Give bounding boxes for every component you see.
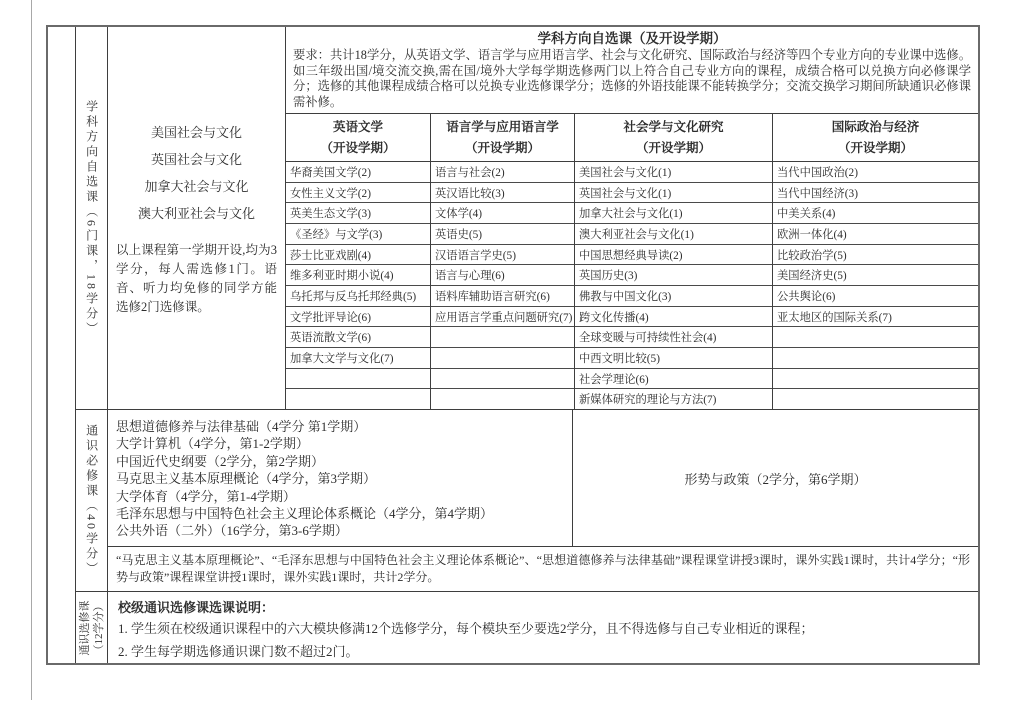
course-cell: 英国社会与文化(1) bbox=[575, 183, 772, 204]
side-label-gened-elective bbox=[78, 600, 106, 655]
gened-course-line: 大学计算机（4学分，第1-2学期） bbox=[116, 436, 309, 452]
side-label-gened-required: 通识必修课（40学分） bbox=[84, 424, 99, 577]
side-label-gened-elective-line2: （12学分） bbox=[92, 600, 105, 655]
column-header-cell bbox=[431, 114, 575, 161]
footnote-row bbox=[108, 547, 978, 592]
column-header-cell bbox=[773, 114, 978, 161]
column-header-name: 国际政治与经济 bbox=[831, 119, 920, 134]
course-cell bbox=[431, 369, 574, 390]
side-label-gened-elective-line1: 通识选修课 bbox=[78, 600, 91, 655]
category-course-line: 英国社会与文化 bbox=[150, 152, 242, 167]
category-course-line: 美国社会与文化 bbox=[150, 125, 242, 140]
course-cell bbox=[431, 327, 574, 348]
course-cell: 女性主义文学(2) bbox=[286, 183, 430, 204]
table-content bbox=[108, 27, 978, 663]
column-header-cell bbox=[286, 114, 431, 161]
section1-right bbox=[286, 27, 978, 409]
course-cell bbox=[773, 369, 978, 390]
category-note: 以上课程第一学期开设,均为3学分，每人需选修1门。语音、听力均免修的同学方能选修2门选修课。 bbox=[116, 243, 277, 314]
course-column bbox=[773, 162, 978, 409]
course-cell: 当代中国政治(2) bbox=[773, 162, 978, 183]
course-cell: 加拿大社会与文化(1) bbox=[575, 203, 772, 224]
column-header-name: 英语文学 bbox=[332, 119, 383, 134]
section1-header-cell bbox=[286, 27, 978, 114]
course-column bbox=[286, 162, 431, 409]
course-cell: 中西文明比较(5) bbox=[575, 348, 772, 369]
column-header-name: 语言学与应用语言学 bbox=[446, 119, 559, 134]
page-margin-line bbox=[31, 0, 32, 700]
course-cell bbox=[431, 348, 574, 369]
section1-title: 学科方向自选课（及开设学期） bbox=[537, 31, 727, 46]
situation-policy-text: 形势与政策（2学分，第6学期） bbox=[684, 471, 867, 487]
gened-elective-section bbox=[108, 592, 978, 663]
elective-note-item: 1. 学生须在校级通识课程中的六大模块修满12个选修学分，每个模块至少要选2学分，且不得选修与自己专业相近的课程； bbox=[118, 621, 814, 636]
course-column bbox=[431, 162, 575, 409]
course-cell: 乌托邦与反乌托邦经典(5) bbox=[286, 286, 430, 307]
course-cell: 语言与心理(6) bbox=[431, 265, 574, 286]
elective-note-heading: 校级通识选修课选课说明： bbox=[118, 600, 275, 615]
situation-policy-cell bbox=[573, 410, 978, 546]
course-cell bbox=[286, 389, 430, 409]
course-cell: 社会学理论(6) bbox=[575, 369, 772, 390]
category-cell bbox=[108, 27, 286, 409]
course-cell: 比较政治学(5) bbox=[773, 245, 978, 266]
course-cell: 中美关系(4) bbox=[773, 203, 978, 224]
side-label-cell-elective bbox=[76, 27, 107, 410]
course-cell: 英语史(5) bbox=[431, 224, 574, 245]
gened-course-line: 毛泽东思想与中国特色社会主义理论体系概论（4学分，第4学期） bbox=[116, 506, 494, 522]
course-cell: 华裔美国文学(2) bbox=[286, 162, 430, 183]
course-cell: 汉语语言学史(5) bbox=[431, 245, 574, 266]
major-elective-section bbox=[108, 27, 978, 410]
course-cell: 美国社会与文化(1) bbox=[575, 162, 772, 183]
course-cell: 语言与社会(2) bbox=[431, 162, 574, 183]
course-cell: 文体学(4) bbox=[431, 203, 574, 224]
elective-note-items bbox=[118, 618, 968, 663]
course-cell: 亚太地区的国际关系(7) bbox=[773, 307, 978, 328]
course-cell: 全球变暖与可持续性社会(4) bbox=[575, 327, 772, 348]
course-cell: 加拿大文学与文化(7) bbox=[286, 348, 430, 369]
course-cell bbox=[431, 389, 574, 409]
course-cell: 维多利亚时期小说(4) bbox=[286, 265, 430, 286]
column-headers-row bbox=[286, 114, 978, 162]
footnote-text: “马克思主义基本原理概论”、“毛泽东思想与中国特色社会主义理论体系概论”、“思想道德修养与法律基础”课程课堂讲授3课时，课外实践1课时，共计4学分；“形势与政策”课程课堂讲授1课时，课外实践1课时，共计2学分。 bbox=[116, 553, 970, 584]
course-cell: 公共舆论(6) bbox=[773, 286, 978, 307]
elective-note-item: 2. 学生每学期选修通识课门数不超过2门。 bbox=[118, 643, 359, 659]
category-course-line: 加拿大社会与文化 bbox=[144, 179, 249, 194]
course-cell: 语料库辅助语言研究(6) bbox=[431, 286, 574, 307]
course-cell: 跨文化传播(4) bbox=[575, 307, 772, 328]
course-cell bbox=[773, 348, 978, 369]
column-header-semester: （开设学期） bbox=[464, 140, 540, 155]
column-header-semester: （开设学期） bbox=[320, 140, 396, 155]
course-cell: 佛教与中国文化(3) bbox=[575, 286, 772, 307]
course-cell: 英国历史(3) bbox=[575, 265, 772, 286]
side-label-elective: 学科方向自选课（6门课，18学分） bbox=[84, 99, 99, 337]
course-column bbox=[575, 162, 773, 409]
course-cell bbox=[773, 327, 978, 348]
gened-course-line: 马克思主义基本原理概论（4学分，第3学期） bbox=[116, 471, 377, 487]
gened-course-list bbox=[108, 410, 573, 546]
gened-course-line: 思想道德修养与法律基础（4学分 第1学期） bbox=[116, 419, 367, 434]
course-cell: 文学批评导论(6) bbox=[286, 307, 430, 328]
column-header-semester: （开设学期） bbox=[837, 140, 913, 155]
course-cell: 中国思想经典导读(2) bbox=[575, 245, 772, 266]
course-cell bbox=[773, 389, 978, 409]
course-cell: 欧洲一体化(4) bbox=[773, 224, 978, 245]
category-course-list bbox=[116, 119, 277, 227]
column-header-cell bbox=[575, 114, 773, 161]
course-grid bbox=[286, 162, 978, 409]
course-cell: 美国经济史(5) bbox=[773, 265, 978, 286]
curriculum-table bbox=[46, 25, 980, 665]
course-cell: 澳大利亚社会与文化(1) bbox=[575, 224, 772, 245]
course-cell: 当代中国经济(3) bbox=[773, 183, 978, 204]
requirements-text: 要求：共计18学分，从英语文学、语言学与应用语言学、社会与文化研究、国际政治与经济等四个专业方向的专业课中选修。如三年级出国/境交流交换,需在国/境外大学每学期选修两门以上符合自己专业方向的课程，成绩合格可以兑换方向必修课学分；选修的其他课程成绩合格可以兑换专业选修课学分；选修的外语技能课不能转换学分；交流交换学习期间所缺通识必修课需补修。 bbox=[293, 48, 971, 109]
course-cell: 英美生态文学(3) bbox=[286, 203, 430, 224]
course-cell: 英语流散文学(6) bbox=[286, 327, 430, 348]
gened-course-line: 中国近代史纲要（2学分，第2学期） bbox=[116, 453, 325, 469]
gened-course-line: 大学体育（4学分，第1-4学期） bbox=[116, 488, 296, 504]
side-label-cell-gened-required bbox=[76, 410, 107, 592]
column-header-name: 社会学与文化研究 bbox=[623, 119, 724, 134]
column-header-semester: （开设学期） bbox=[635, 140, 711, 155]
category-course-line: 澳大利亚社会与文化 bbox=[137, 206, 255, 221]
course-cell: 英汉语比较(3) bbox=[431, 183, 574, 204]
course-cell: 莎士比亚戏剧(4) bbox=[286, 245, 430, 266]
empty-left-column bbox=[48, 27, 76, 663]
gened-required-section bbox=[108, 410, 978, 547]
course-cell: 《圣经》与文学(3) bbox=[286, 224, 430, 245]
course-cell bbox=[286, 369, 430, 390]
gened-course-line: 公共外语（二外）（16学分，第3-6学期） bbox=[116, 523, 348, 539]
side-label-column bbox=[76, 27, 108, 663]
course-cell: 应用语言学重点问题研究(7) bbox=[431, 307, 574, 328]
course-cell: 新媒体研究的理论与方法(7) bbox=[579, 394, 717, 407]
side-label-cell-gened-elective bbox=[76, 592, 107, 663]
